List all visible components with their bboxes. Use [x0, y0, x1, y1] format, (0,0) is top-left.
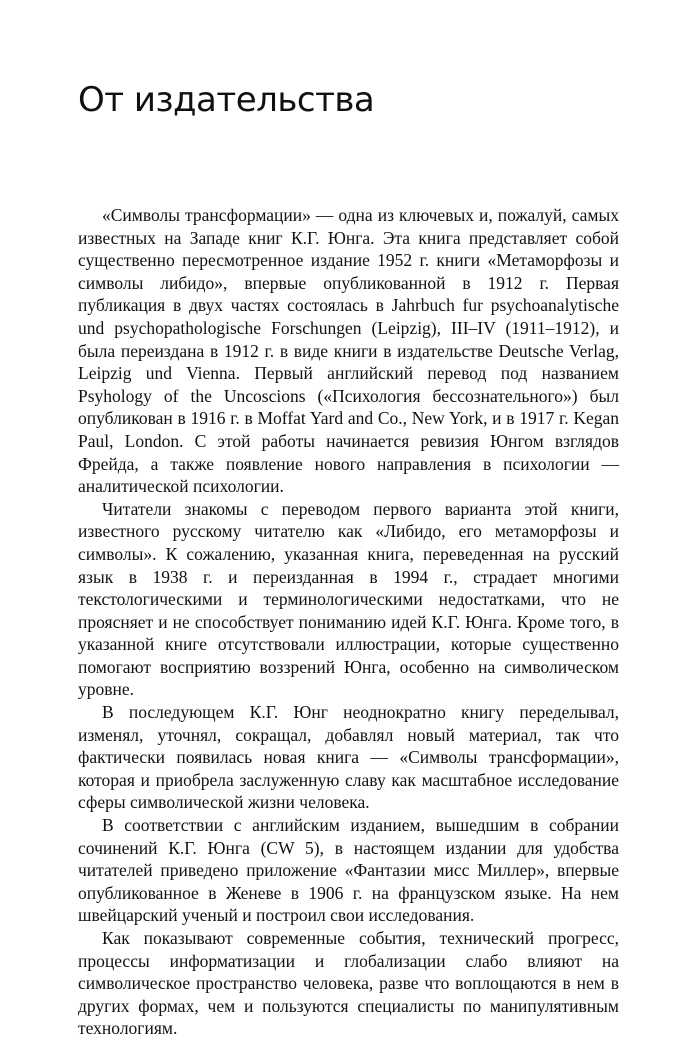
body-text: [78, 204, 619, 1040]
paragraph-4: В соответствии с английским изданием, вышедшим в собрании сочинений К.Г. Юнга (CW 5), в настоящем издании для удобства читателей приведено приложение «Фантазии мисс Миллер», впервые опубликованное в Женеве в 1906 г. на французском языке. На нем швейцарский ученый и построил свои исследования.: [78, 815, 619, 926]
paragraph-1: «Символы трансформации» — одна из ключевых и, пожалуй, самых известных на Западе книг К.Г. Юнга. Эта книга представляет собой существенно пересмотренное издание 1952 г. книги «Метаморфозы и символы либидо», впервые опубликованной в 1912 г. Первая публикация в двух частях состоялась в Jahrbuch fur psychoanalytische und psychopathologische Forschungen (Leipzig), III–IV (1911–1912), и была переиздана в 1912 г. в виде книги в издательстве Deutsche Verlag, Leipzig und Vienna. Первый английский перевод под названием Psyhology of the Uncoscions («Психология бессознательного») был опубликован в 1916 г. в Moffat Yard and Co., New York, и в 1917 г. Kegan Paul, London. С этой работы начинается ревизия Юнгом взглядов Фрейда, а также появление нового направления в психологии — аналитической психологии.: [78, 205, 619, 497]
page-title: От издательства: [78, 80, 375, 120]
paragraph-5: Как показывают современные события, технический прогресс, процессы информатизации и глобализации слабо влияют на символическое пространство человека, разве что воплощаются в нем в других формах, чем и пользуются специалисты по манипулятивным технологиям.: [78, 928, 619, 1039]
paragraph-2: Читатели знакомы с переводом первого варианта этой книги, известного русскому читателю как «Либидо, его метаморфозы и символы». К сожалению, указанная книга, переведенная на русский язык в 1938 г. и переизданная в 1994 г., страдает многими текстологическими и терминологическими недостатками, что не проясняет и не способствует пониманию идей К.Г. Юнга. Кроме того, в указанной книге отсутствовали иллюстрации, которые существенно помогают восприятию воззрений Юнга, особенно на символическом уровне.: [78, 498, 619, 700]
paragraph-3: В последующем К.Г. Юнг неоднократно книгу переделывал, изменял, уточнял, сокращал, добавлял новый материал, так что фактически появилась новая книга — «Символы трансформации», которая и приобрела заслуженную славу как масштабное исследование сферы символической жизни человека.: [78, 702, 619, 813]
